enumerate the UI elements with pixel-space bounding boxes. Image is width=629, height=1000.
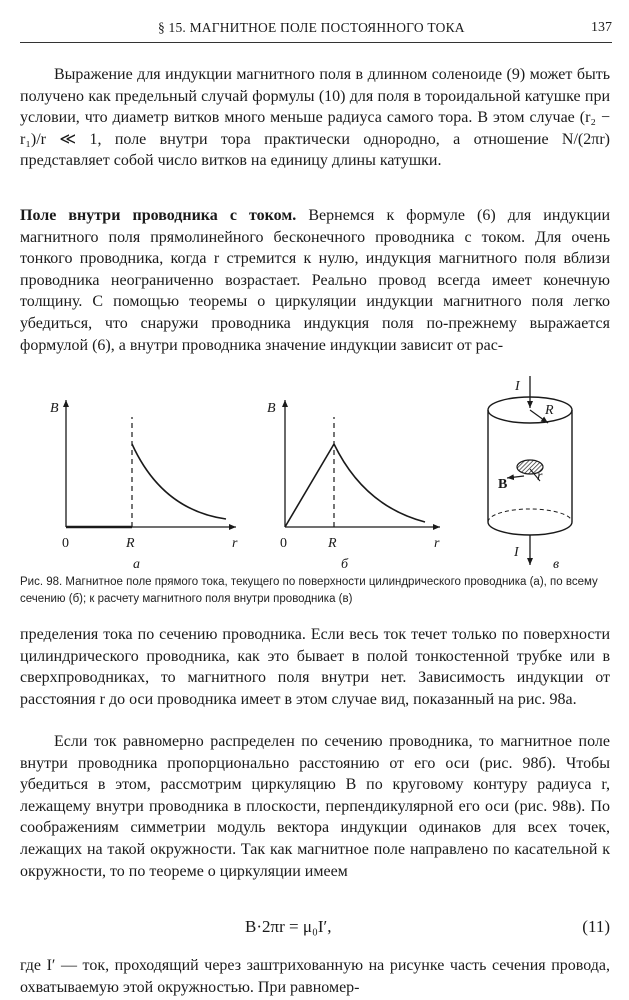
panel-b-graph xyxy=(267,400,440,572)
equation-11 xyxy=(20,917,610,941)
running-title: § 15. МАГНИТНОЕ ПОЛЕ ПОСТОЯННОГО ТОКА xyxy=(158,20,465,35)
figure-caption: Рис. 98. Магнитное поле прямого тока, текущего по поверхности цилиндрического проводника (а), по всему сечению (б); к расчету магнитного поля внутри проводника (в) xyxy=(20,576,598,605)
panel-c-cylinder xyxy=(488,376,572,572)
panel-b-inside-line xyxy=(285,444,334,527)
panel-b-origin: 0 xyxy=(280,536,287,551)
page-number: 137 xyxy=(591,20,612,35)
panel-c-contour-label: r xyxy=(537,469,543,484)
section-heading: Поле внутри проводника с током. xyxy=(20,207,297,224)
cylinder-bottom-back xyxy=(488,509,572,522)
panel-c-current-in-label: I xyxy=(515,379,520,394)
figure-98-drawing xyxy=(40,372,610,572)
panel-a-graph xyxy=(50,400,238,572)
panel-a-y-label: B xyxy=(50,401,59,416)
panel-b-tick-r: R xyxy=(328,536,337,551)
panel-b-outside-curve xyxy=(334,444,425,522)
panel-a-tick-r: R xyxy=(126,536,135,551)
panel-b-sublabel: б xyxy=(341,557,349,572)
equation-number: (11) xyxy=(582,917,610,936)
paragraph-uniform-current: Если ток равномерно распределен по сечению проводника, то магнитное поле внутри проводника пропорционально расстоянию от его оси (рис. 98б). Чтобы убедиться в этом, рассмотрим циркуляцию B по круговому контуру радиуса r, лежащему внутри проводника в плоскости, перпендикулярной его оси (рис. 98в). По соображениям симметрии модуль вектора индукции одинаков для всех точек, лежащих на такой окружности. Так как магнитное поле направлено по касательной к окружности, то по теореме о циркуляции имеем xyxy=(20,733,610,880)
cylinder-bottom-front xyxy=(488,522,572,535)
panel-c-sublabel: в xyxy=(553,557,560,572)
panel-b-y-label: B xyxy=(267,401,276,416)
panel-a-x-label: r xyxy=(232,536,238,551)
field-b-arrow xyxy=(507,476,524,478)
panel-a-sublabel: а xyxy=(133,557,140,572)
panel-c-current-out-label: I xyxy=(514,545,519,560)
paragraph-conductor-field xyxy=(20,205,610,356)
paragraph-solenoid: Выражение для индукции магнитного поля в длинном соленоиде (9) может быть получено как предельный случай формулы (10) для поля в тороидальной катушке при условии, что диаметр витков много меньше радиуса самого тора. В этом случае (r₂ − r₁)/r ≪ 1, поле внутри тора практически однородно, а отношение N/(2πr) представляет собой число витков на единицу длины катушки. xyxy=(20,66,610,170)
panel-c-radius-label: R xyxy=(545,403,554,418)
panel-a-outside-curve xyxy=(132,444,226,519)
panel-a-origin: 0 xyxy=(62,536,69,551)
paragraph-conductor-text: Вернемся к формуле (6) для индукции магнитного поля прямолинейного бесконечного проводника с током. Для очень тонкого проводника, когда r стремится к нулю, индукция магнитного поля вблизи проводника неограниченно возрастает. Реально провод всегда имеет конечную толщину. С помощью теоремы о циркуляции индукции магнитного поля легко убедиться, что снаружи проводника индукция поля по-прежнему выражается формулой (6), а внутри проводника значение индукции зависит от рас- xyxy=(20,207,611,354)
running-header xyxy=(20,20,612,46)
paragraph-surface-current: пределения тока по сечению проводника. Если весь ток течет только по поверхности цилиндрического проводника, как это бывает в полой тонкостенной трубке или в сверхпроводниках, то магнитного поля внутри нет. Зависимость индукции от расстояния r до оси проводника имеет в этом случае вид, показанный на рис. 98а. xyxy=(20,626,610,708)
panel-c-field-label: B xyxy=(498,477,508,492)
panel-b-x-label: r xyxy=(434,536,440,551)
paragraph-current-definition: где I′ — ток, проходящий через заштрихованную на рисунке часть сечения провода, охватываемую этой окружностью. При равномер- xyxy=(20,957,610,996)
equation-text: B·2πr = μ₀I′, xyxy=(245,917,332,936)
figure-98 xyxy=(40,372,610,572)
header-rule xyxy=(20,42,612,43)
